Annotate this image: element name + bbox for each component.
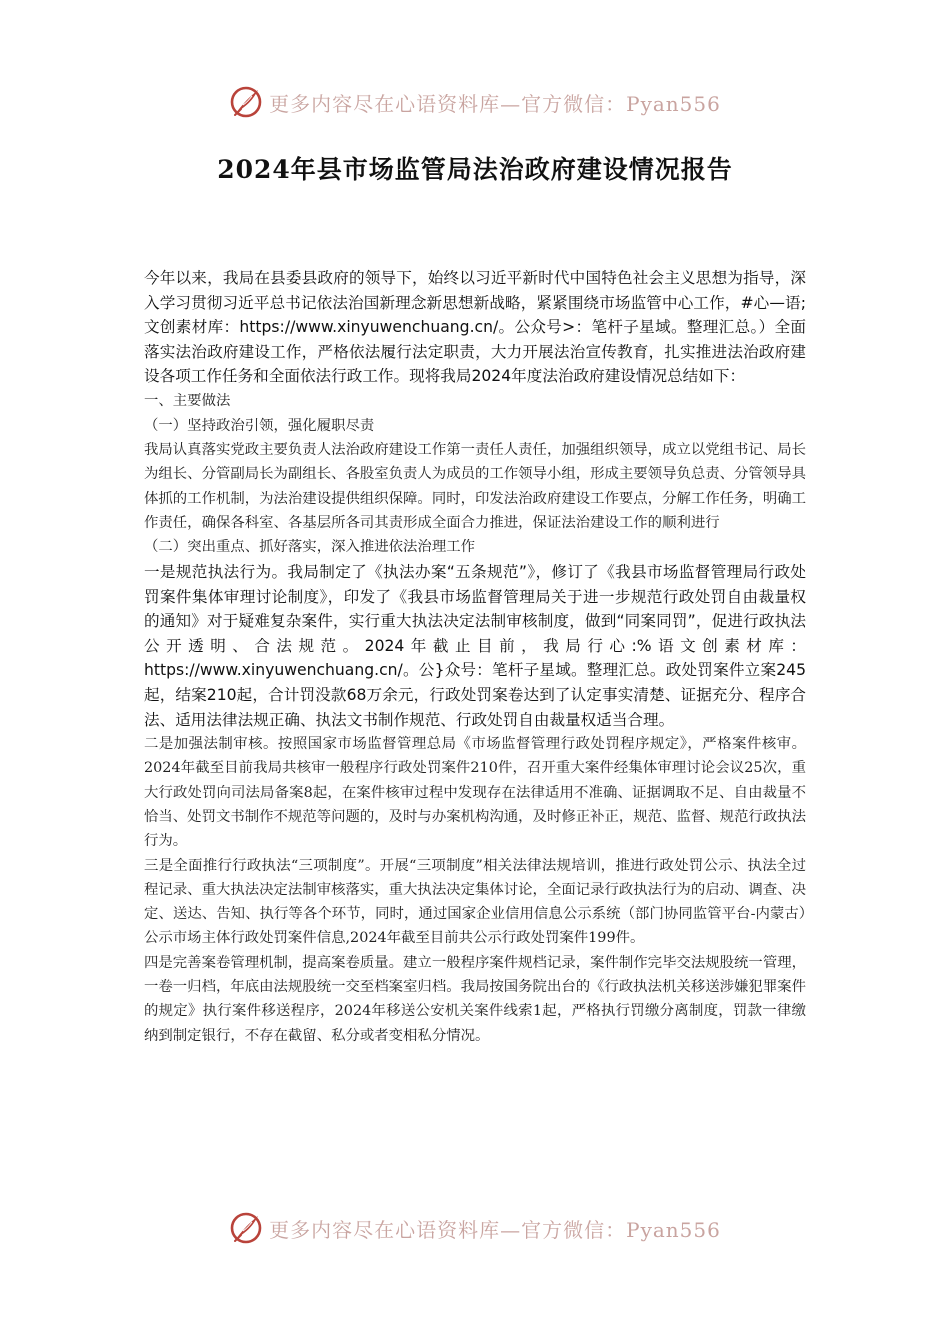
item-legal-review: 二是加强法制审核。按照国家市场监督管理总局《市场监督管理行政处罚程序规定》，严格案件核审。2024年截至目前我局共核审一般程序行政处罚案件210件，召开重大案件经集体审理讨论会议25次，重大行政处罚向司法局备案8起，在案件核审过程中发现存在法律适用不准确、证据调取不足、自由裁量不恰当、处罚文书制作不规范等问题的，及时与办案机构沟通，及时修正补正，规范、监督、规范行政执法行为。 [144, 736, 806, 850]
document-title: 2024年县市场监管局法治政府建设情况报告 [217, 155, 733, 184]
section-heading-main-practices: 一、主要做法 [144, 392, 231, 409]
banner-text: 更多内容尽在心语资料库—官方微信：Pyan556 [269, 1217, 721, 1242]
document-body [144, 266, 806, 1048]
subsection-heading-political-leadership: （一）坚持政治引领，强化履职尽责 [144, 417, 375, 434]
intro-paragraph: 今年以来，我局在县委县政府的领导下，始终以习近平新时代中国特色社会主义思想为指导，深入学习贯彻习近平总书记依法治国新理念新思想新战略，紧紧围绕市场监管中心工作，#心—语;文创素材库：https://www.xinyuwenchuang.cn/。公众号>：笔杆子星域。整理汇总。）全面落实法治政府建设工作，严格依法履行法定职责，大力开展法治宣传教育，扎实推进法治政府建设各项工作任务和全面依法行政工作。现将我局2024年度法治政府建设情况总结如下： [144, 269, 806, 386]
header-banner [0, 80, 950, 124]
banner-text: 更多内容尽在心语资料库—官方微信：Pyan556 [269, 91, 721, 116]
subsection-heading-key-focus: （二）突出重点、抓好落实，深入推进依法治理工作 [144, 539, 475, 556]
item-case-file-management: 四是完善案卷管理机制，提高案卷质量。建立一般程序案件规档记录，案件制作完毕交法规股统一管理，一卷一归档，年底由法规股统一交至档案室归档。我局按国务院出台的《行政执法机关移送涉嫌犯罪案件的规定》执行案件移送程序，2024年移送公安机关案件线索1起，严格执行罚缴分离制度，罚款一律缴纳到制定银行，不存在截留、私分或者变相私分情况。 [144, 954, 806, 1044]
item-three-systems: 三是全面推行行政执法“三项制度”。开展“三项制度”相关法律法规培训，推进行政处罚公示、执法全过程记录、重大执法决定法制审核落实，重大执法决定集体讨论，全面记录行政执法行为的启动、调查、决定、送达、告知、执行等各个环节，同时，通过国家企业信用信息公示系统（部门协同监管平台-内蒙古）公示市场主体行政处罚案件信息,2024年截至目前共公示行政处罚案件199件。 [144, 857, 806, 947]
subsection-body-political-leadership: 我局认真落实党政主要负责人法治政府建设工作第一责任人责任，加强组织领导，成立以党组书记、局长为组长、分管副局长为副组长、各股室负责人为成员的工作领导小组，形成主要领导负总责、分管领导具体抓的工作机制，为法治建设提供组织保障。同时，印发法治政府建设工作要点，分解工作任务，明确工作责任，确保各科室、各基层所各司其责形成全面合力推进，保证法治建设工作的顺利进行 [144, 442, 806, 532]
feather-pen-circle-icon [229, 1211, 263, 1245]
feather-pen-circle-icon [229, 85, 263, 119]
item-standardize-enforcement: 一是规范执法行为。我局制定了《执法办案“五条规范”》，修订了《我县市场监督管理局行政处罚案件集体审理讨论制度》，印发了《我县市场监督管理局关于进一步规范行政处罚自由裁量权的通知》对于疑难复杂案件，实行重大执法决定法制审核制度，做到“同案同罚”，促进行政执法公开透明、合法规范。2024年截止目前，我局行心:%语文创素材库：https://www.xinyuwenchuang.cn/。公}众号：笔杆子星域。整理汇总。政处罚案件立案245起，结案210起，合计罚没款68万余元，行政处罚案卷达到了认定事实清楚、证据充分、程序合法、适用法律法规正确、执法文书制作规范、行政处罚自由裁量权适当合理。 [144, 562, 806, 729]
footer-banner [0, 1206, 950, 1250]
